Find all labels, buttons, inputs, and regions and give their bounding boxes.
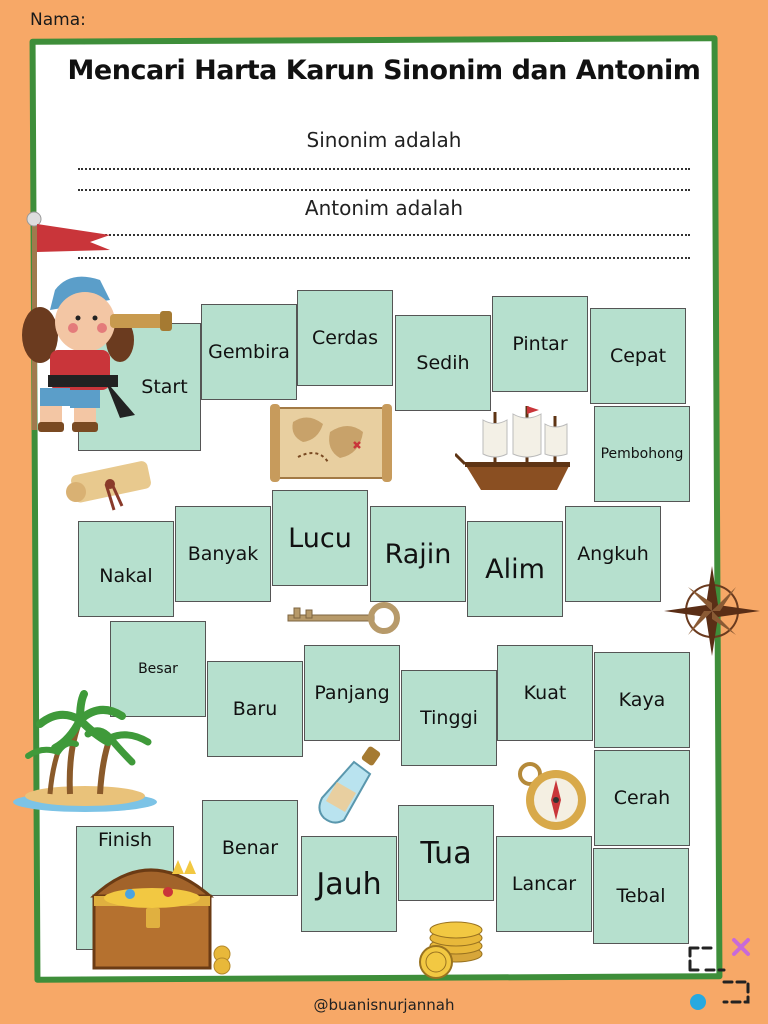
tile-pintar[interactable] [492,296,588,392]
sinonim-answer-line-1[interactable] [78,168,690,170]
tile-tebal[interactable] [593,848,689,944]
tile-label: Alim [485,553,545,585]
tile-lancar[interactable] [496,836,592,932]
tile-cerdas[interactable] [297,290,393,386]
tile-label: Lancar [511,873,577,895]
tile-nakal[interactable] [78,521,174,617]
tile-label: Jauh [316,866,382,902]
antonim-label: Antonim adalah [304,196,464,220]
tile-cerah[interactable] [594,750,690,846]
tile-jauh[interactable] [301,836,397,932]
tile-label: Sedih [416,352,470,374]
compass-rose-icon [664,566,760,656]
tile-label: Lucu [288,522,352,554]
tile-banyak[interactable] [175,506,271,602]
credit: @buanisnurjannah [313,996,455,1014]
tile-label: Tinggi [420,707,478,729]
tile-label: Cerah [613,787,671,809]
tile-kaya[interactable] [594,652,690,748]
tile-label: Gembira [208,341,290,363]
message-bottle-icon [314,746,392,826]
compass-icon [512,756,592,832]
tile-label: Panjang [314,682,390,704]
tile-tua[interactable] [398,805,494,901]
tile-sedih[interactable] [395,315,491,411]
tile-label: Besar [138,661,178,677]
key-icon [284,598,404,638]
treasure-map-icon [268,402,394,484]
gold-coins-icon [410,916,490,980]
tile-label: Kaya [618,689,666,711]
tile-label: Pembohong [600,446,684,462]
tile-label: Kuat [523,682,567,704]
tile-cepat[interactable] [590,308,686,404]
name-label: Nama: [30,10,86,30]
tile-label: Tua [420,835,472,871]
treasure-chest-icon [90,852,235,978]
tile-rajin[interactable] [370,506,466,602]
tile-label: Angkuh [577,543,649,565]
tile-label: Cerdas [311,327,379,349]
tile-label: Cepat [609,345,667,367]
tile-label: Pintar [512,333,568,355]
pirate-girl-icon [10,210,180,435]
tile-label: Tebal [616,885,666,907]
sinonim-answer-line-2[interactable] [78,189,690,191]
page-title: Mencari Harta Karun Sinonim dan Antonim [67,55,701,86]
scroll-icon [62,454,158,516]
tile-alim[interactable] [467,521,563,617]
tile-angkuh[interactable] [565,506,661,602]
tile-kuat[interactable] [497,645,593,741]
tile-label: Benar [221,837,279,859]
sinonim-label: Sinonim adalah [306,128,462,152]
tile-panjang[interactable] [304,645,400,741]
tile-tinggi[interactable] [401,670,497,766]
tile-gembira[interactable] [201,304,297,400]
tile-label: Baru [232,698,278,720]
palm-island-icon [10,690,160,815]
tile-label: Nakal [99,565,153,587]
tile-label: Start [141,376,188,398]
tile-label: Rajin [384,538,452,570]
tile-pembohong[interactable] [594,406,690,502]
tile-baru[interactable] [207,661,303,757]
tile-label: Finish [97,829,153,851]
tile-lucu[interactable] [272,490,368,586]
pirate-ship-icon [455,402,580,497]
tile-label: Banyak [187,543,259,565]
